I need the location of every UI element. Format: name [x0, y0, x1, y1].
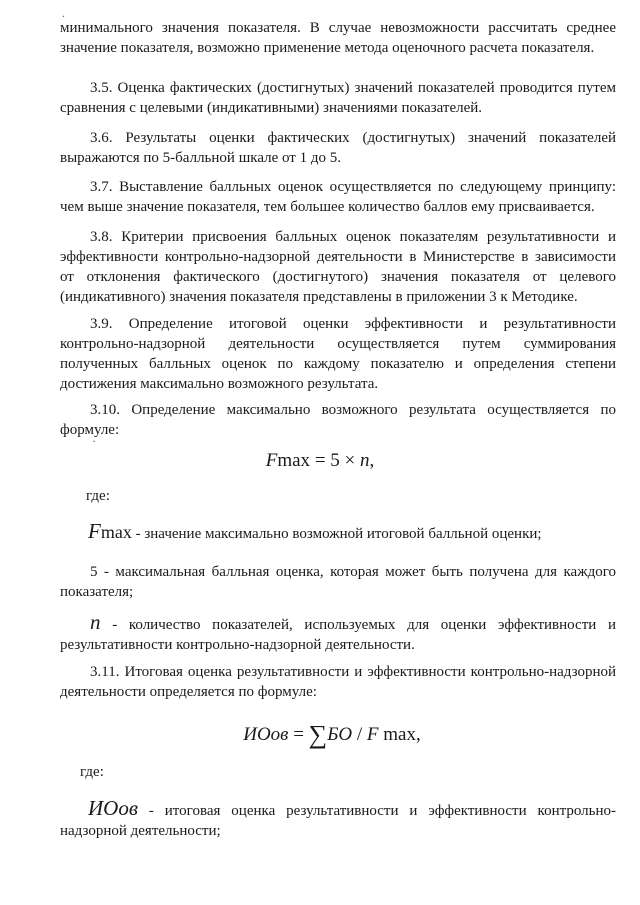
formula-ioov-tail: , — [416, 724, 421, 745]
paragraph-3-8: 3.8. Критерии присвоения балльных оценок показателям результативности и эффективности контрольно-надзорной деятельности в Министерстве в зависимости от отклонения фактического (достигнутого) значения показателя от целевого (индикативного) значения показателя представлены в приложении 3 к Методике. — [60, 229, 616, 305]
paragraph-3-9: 3.9. Определение итоговой оценки эффективности и результативности контрольно-надзорной деятельности осуществляется путем суммирования полученных балльных оценок по каждому показателю и определения степени достижения максимально возможного результата. — [60, 316, 616, 392]
formula-fmax-n: n — [360, 450, 370, 471]
definition-n-text: - количество показателей, используемых для оценки эффективности и результативности контрольно-надзорной деятельности. — [60, 617, 616, 653]
formula-fmax — [0, 450, 640, 472]
paragraph-3-10: 3.10. Определение максимально возможного результата осуществляется по формуле: — [60, 402, 616, 438]
definition-ioov-symbol: ИОов — [88, 796, 138, 820]
paragraph-3-6: 3.6. Результаты оценки фактических (достигнутых) значений показателей выражаются по 5-балльной шкале от 1 до 5. — [60, 130, 616, 166]
formula-ioov-eq: = — [288, 724, 309, 745]
paragraph-3-11: 3.11. Итоговая оценка результативности и эффективности контрольно-надзорной деятельности определяется по формуле: — [60, 664, 616, 700]
formula-fmax-tail: , — [369, 450, 375, 471]
formula-ioov-bo: БО — [327, 724, 353, 745]
definition-fmax-max: max — [100, 522, 132, 542]
paragraph-intro: минимального значения показателя. В случае невозможности рассчитать среднее значение показателя, возможно применение метода оценочного расчета показателя. — [60, 20, 616, 56]
formula-fmax-max: max — [277, 450, 311, 471]
scan-mark: . — [62, 6, 65, 20]
definition-n — [60, 612, 616, 655]
definition-ioov — [60, 798, 616, 841]
formula-ioov-slash: / — [352, 724, 367, 745]
definition-five: 5 - максимальная балльная оценка, которая может быть получена для каждого показателя; — [60, 564, 616, 600]
definition-ioov-text: - итоговая оценка результативности и эффективности контрольно-надзорной деятельности; — [60, 803, 616, 839]
formula-ioov-sum: ∑ — [308, 720, 328, 749]
formula-ioov-f: F — [366, 724, 379, 745]
formula-ioov-max: max — [378, 724, 416, 745]
definition-fmax-text: - значение максимально возможной итоговой балльной оценки; — [131, 526, 542, 542]
paragraph-3-7: 3.7. Выставление балльных оценок осуществляется по следующему принципу: чем выше значение показателя, тем большее количество баллов ему присваивается. — [60, 179, 616, 215]
where-label-2: где: — [80, 764, 104, 780]
scan-mark: · — [92, 434, 96, 448]
definition-fmax — [60, 521, 616, 544]
where-label: где: — [86, 488, 110, 504]
formula-fmax-lhs: F — [265, 450, 278, 471]
formula-fmax-eq: = 5 × — [310, 450, 360, 471]
definition-fmax-symbol: F — [88, 519, 101, 543]
paragraph-3-5: 3.5. Оценка фактических (достигнутых) значений показателей проводится путем сравнения с целевыми (индикативными) значениями показателей. — [60, 80, 616, 116]
formula-ioov — [12, 720, 640, 750]
formula-ioov-lhs: ИОов — [243, 724, 289, 745]
definition-n-symbol: n — [90, 610, 101, 634]
